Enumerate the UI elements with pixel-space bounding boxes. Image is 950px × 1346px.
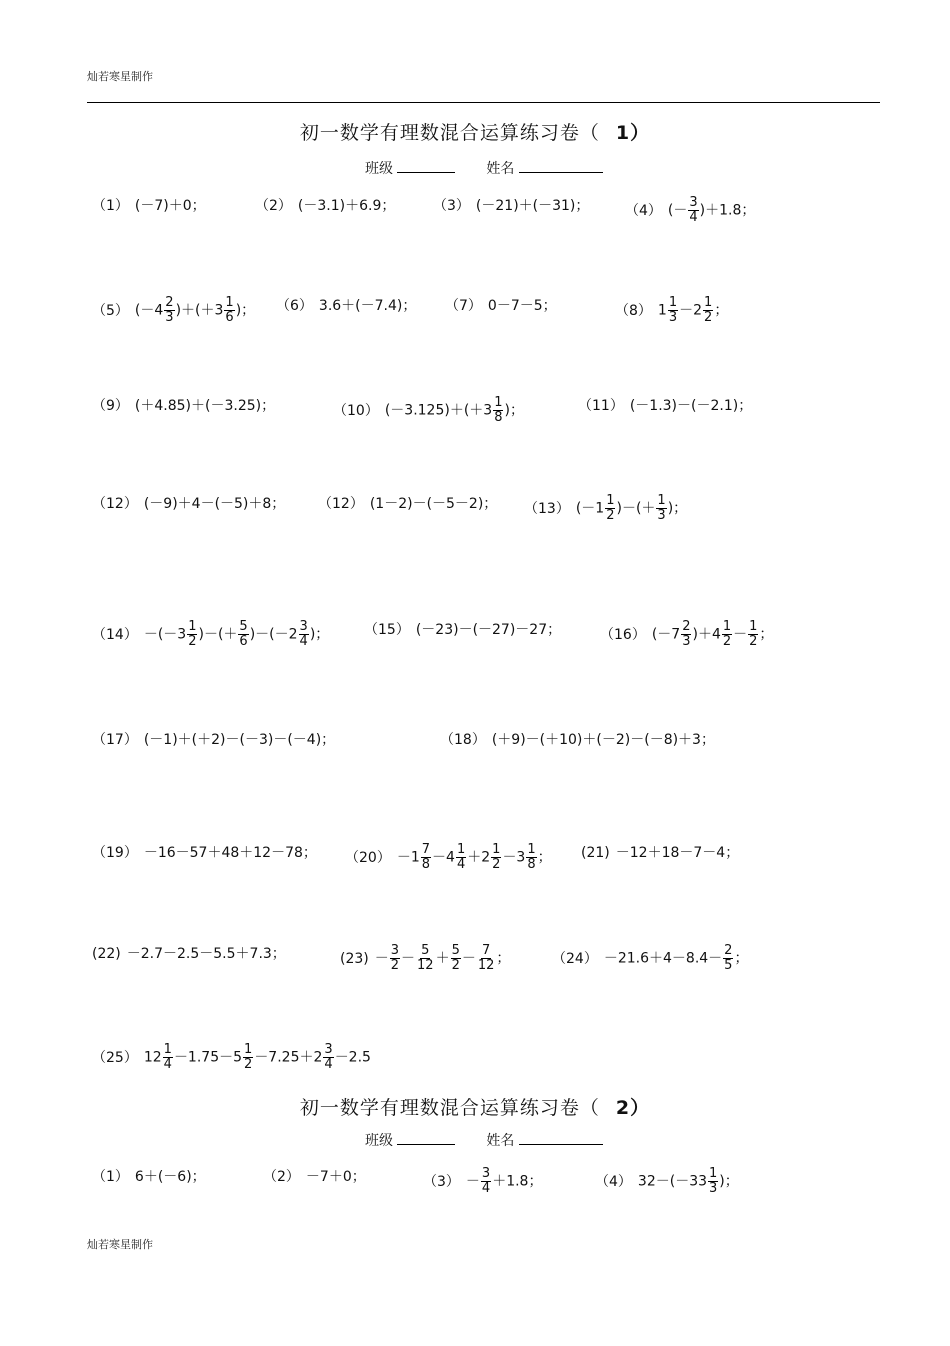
expr-text: )－(＋	[616, 500, 656, 517]
sheet-title-2	[0, 1093, 950, 1120]
numerator: 1	[668, 295, 678, 310]
expr-text: (－1)＋(＋2)－(－3)－(－4)；	[143, 732, 336, 748]
problem-2-3	[423, 1167, 542, 1196]
sheet-title-number: 2）	[615, 1097, 651, 1119]
fraction	[491, 843, 501, 872]
denominator: 8	[421, 857, 431, 872]
expr-text: －3	[502, 849, 526, 866]
fraction	[656, 494, 666, 523]
problem-label: （10）	[333, 402, 379, 419]
fraction	[748, 620, 758, 649]
numerator: 1	[163, 1042, 172, 1057]
expr-text: )－(＋	[198, 626, 238, 643]
numerator: 1	[606, 493, 615, 508]
name-blank[interactable]	[519, 1132, 603, 1145]
problem-25	[92, 1043, 371, 1072]
fraction	[323, 1043, 333, 1072]
expr-text: －2.5	[334, 1049, 371, 1066]
problem-label: （19）	[92, 845, 138, 861]
problem-4	[625, 196, 755, 225]
expr-text: )；	[667, 500, 688, 517]
denominator: 2	[722, 634, 732, 649]
problem-8	[615, 296, 728, 325]
denominator: 3	[657, 508, 666, 523]
problem-17	[92, 730, 335, 750]
expr-text: )－(－2	[249, 626, 298, 643]
expr-text: (－7)＋0；	[134, 198, 206, 214]
numerator: 2	[165, 295, 174, 310]
numerator: 1	[657, 493, 666, 508]
class-name-line-1	[365, 158, 603, 178]
page-footer: 灿若寒星制作	[87, 1238, 153, 1251]
denominator: 2	[451, 958, 460, 973]
denominator: 12	[417, 958, 434, 973]
expr-text: 3.6＋(－7.4)；	[318, 298, 417, 314]
problem-5	[92, 296, 255, 325]
header-rule	[87, 102, 880, 103]
fraction	[416, 944, 435, 973]
numerator: 5	[239, 619, 248, 634]
problem-label: （4）	[625, 202, 662, 219]
problem-label: （13）	[524, 500, 570, 517]
problem-label: （17）	[92, 732, 138, 748]
problem-2-2	[263, 1167, 366, 1187]
expr-text: －	[465, 1173, 480, 1190]
expr-text: )；	[309, 626, 330, 643]
class-blank[interactable]	[397, 1132, 455, 1145]
fraction	[605, 494, 615, 523]
problem-label: （16）	[600, 626, 646, 643]
numerator: 5	[451, 943, 460, 958]
problem-20	[345, 843, 552, 872]
expr-text: 6＋(－6)；	[134, 1169, 206, 1185]
expr-text: ；	[537, 849, 552, 866]
expr-text: (＋9)－(＋10)＋(－2)－(－8)＋3；	[491, 732, 715, 748]
fraction	[187, 620, 197, 649]
class-blank[interactable]	[397, 160, 455, 173]
denominator: 3	[709, 1181, 718, 1196]
numerator: 3	[689, 195, 698, 210]
denominator: 4	[163, 1057, 172, 1072]
class-name-line-2	[365, 1130, 603, 1150]
problem-label: （18）	[440, 732, 486, 748]
fraction	[164, 296, 174, 325]
fraction	[703, 296, 713, 325]
denominator: 8	[494, 410, 503, 425]
problem-2	[255, 196, 395, 216]
problem-15	[364, 620, 561, 640]
expr-text: ＋1.8；	[492, 1173, 543, 1190]
fraction	[224, 296, 234, 325]
fraction	[526, 843, 536, 872]
problem-12b	[318, 494, 497, 514]
expr-text: (－23)－(－27)－27；	[415, 622, 562, 638]
denominator: 6	[225, 310, 234, 325]
problem-11	[578, 396, 752, 416]
problem-18	[440, 730, 715, 750]
problem-label: （1）	[92, 198, 129, 214]
denominator: 2	[390, 958, 400, 973]
problem-label: （11）	[578, 398, 624, 414]
problem-9	[92, 396, 275, 416]
expr-text: －	[733, 626, 748, 643]
expr-text: 1	[657, 302, 667, 319]
expr-text: (－1.3)－(－2.1)；	[629, 398, 753, 414]
sheet-title-text: 初一数学有理数混合运算练习卷（	[299, 122, 600, 144]
problem-label: （12）	[318, 496, 364, 512]
problem-label: （15）	[364, 622, 410, 638]
problem-22	[92, 944, 286, 964]
fraction	[163, 1043, 173, 1072]
fraction	[708, 1167, 718, 1196]
name-label: 姓名	[486, 1133, 515, 1149]
problem-label: (23)	[340, 950, 369, 967]
fraction	[243, 1043, 253, 1072]
numerator: 1	[225, 295, 234, 310]
numerator: 1	[188, 619, 197, 634]
problem-1	[92, 196, 206, 216]
fraction	[456, 843, 466, 872]
numerator: 1	[492, 842, 501, 857]
problem-2-4	[595, 1167, 739, 1196]
expr-text: (＋4.85)＋(－3.25)；	[134, 398, 276, 414]
denominator: 2	[244, 1057, 253, 1072]
expr-text: 32－(－33	[637, 1173, 708, 1190]
problem-label: （4）	[595, 1173, 632, 1190]
expr-text: (－9)＋4－(－5)＋8；	[143, 496, 286, 512]
fraction	[681, 620, 691, 649]
expr-text: －2.7－2.5－5.5＋7.3；	[126, 946, 286, 962]
expr-text: －(－3	[143, 626, 187, 643]
expr-text: ＋2	[467, 849, 491, 866]
problem-21	[581, 843, 739, 863]
problem-label: （12）	[92, 496, 138, 512]
problem-label: （7）	[445, 298, 482, 314]
numerator: 3	[324, 1042, 333, 1057]
denominator: 2	[749, 634, 758, 649]
problem-label: （24）	[552, 950, 598, 967]
fraction	[481, 1167, 491, 1196]
numerator: 1	[749, 619, 758, 634]
problem-label: （2）	[263, 1169, 300, 1185]
problem-12a	[92, 494, 285, 514]
expr-text: －7＋0；	[305, 1169, 366, 1185]
denominator: 5	[724, 958, 733, 973]
expr-text: －2	[679, 302, 703, 319]
expr-text: －21.6＋4－8.4－	[603, 950, 723, 967]
denominator: 2	[606, 508, 615, 523]
problem-label: （6）	[276, 298, 313, 314]
numerator: 1	[722, 619, 732, 634]
problem-label: （5）	[92, 302, 129, 319]
problem-23	[340, 944, 510, 973]
numerator: 1	[527, 842, 536, 857]
expr-text: －1.75－5	[173, 1049, 243, 1066]
expr-text: －4	[432, 849, 455, 866]
fraction	[493, 396, 503, 425]
problem-7	[445, 296, 557, 316]
fraction	[722, 620, 732, 649]
expr-text: (－3.125)＋(＋3	[384, 402, 493, 419]
expr-text: 0－7－5；	[487, 298, 557, 314]
numerator: 1	[494, 395, 503, 410]
problem-13	[524, 494, 687, 523]
numerator: 5	[421, 943, 430, 958]
problem-label: （25）	[92, 1049, 138, 1066]
sheet-title-number: 1）	[615, 122, 651, 144]
numerator: 3	[481, 1166, 491, 1181]
denominator: 6	[239, 634, 248, 649]
expr-text: －	[374, 950, 389, 967]
problem-label: （3）	[423, 1173, 460, 1190]
problem-label: (21)	[581, 845, 610, 861]
fraction	[688, 196, 698, 225]
numerator: 3	[390, 943, 400, 958]
denominator: 8	[527, 857, 536, 872]
expr-text: (－	[667, 202, 688, 219]
fraction	[668, 296, 678, 325]
problem-2-1	[92, 1167, 206, 1187]
expr-text: )；	[235, 302, 256, 319]
expr-text: (－1	[575, 500, 605, 517]
denominator: 4	[324, 1057, 333, 1072]
denominator: 3	[668, 310, 678, 325]
fraction	[477, 944, 496, 973]
sheet-title-1	[0, 118, 950, 145]
numerator: 1	[704, 295, 713, 310]
denominator: 3	[682, 634, 691, 649]
denominator: 4	[689, 210, 698, 225]
problem-19	[92, 843, 317, 863]
name-blank[interactable]	[519, 160, 603, 173]
page-header: 灿若寒星制作	[87, 70, 153, 83]
numerator: 1	[456, 842, 466, 857]
expr-text: ；	[714, 302, 729, 319]
problem-label: （2）	[255, 198, 292, 214]
numerator: 1	[244, 1042, 253, 1057]
expr-text: －	[461, 950, 476, 967]
fraction	[723, 944, 733, 973]
expr-text: ＋	[435, 950, 450, 967]
expr-text: ；	[759, 626, 774, 643]
fraction	[299, 620, 309, 649]
expr-text: ；	[734, 950, 749, 967]
expr-text: )＋4	[692, 626, 721, 643]
denominator: 4	[456, 857, 466, 872]
denominator: 2	[188, 634, 197, 649]
class-label: 班级	[365, 161, 393, 177]
expr-text: －12＋18－7－4；	[615, 845, 740, 861]
problem-6	[276, 296, 416, 316]
expr-text: )；	[719, 1173, 739, 1190]
numerator: 2	[724, 943, 733, 958]
numerator: 2	[682, 619, 691, 634]
numerator: 3	[299, 619, 308, 634]
numerator: 7	[421, 842, 431, 857]
numerator: 1	[709, 1166, 718, 1181]
class-label: 班级	[365, 1133, 393, 1149]
problem-14	[92, 620, 329, 649]
problem-label: （14）	[92, 626, 138, 643]
name-label: 姓名	[486, 161, 515, 177]
expr-text: )＋1.8；	[699, 202, 756, 219]
problem-label: (22)	[92, 946, 121, 962]
expr-text: (－4	[134, 302, 164, 319]
expr-text: (－21)＋(－31)；	[475, 198, 590, 214]
expr-text: 12	[143, 1049, 162, 1066]
problem-label: （3）	[433, 198, 470, 214]
fraction	[390, 944, 400, 973]
expr-text: －7.25＋2	[254, 1049, 323, 1066]
problem-3	[433, 196, 589, 216]
expr-text: ；	[496, 950, 511, 967]
denominator: 4	[299, 634, 308, 649]
problem-label: （1）	[92, 1169, 129, 1185]
sheet-title-text: 初一数学有理数混合运算练习卷（	[299, 1097, 600, 1119]
expr-text: (－7	[651, 626, 681, 643]
denominator: 12	[477, 958, 495, 973]
fraction	[451, 944, 461, 973]
expr-text: －16－57＋48＋12－78；	[143, 845, 317, 861]
numerator: 7	[481, 943, 491, 958]
problem-24	[552, 944, 748, 973]
expr-text: (－3.1)＋6.9；	[297, 198, 396, 214]
problem-10	[333, 396, 524, 425]
fraction	[238, 620, 248, 649]
expr-text: －1	[396, 849, 420, 866]
denominator: 3	[165, 310, 174, 325]
denominator: 4	[481, 1181, 491, 1196]
problem-label: （20）	[345, 849, 391, 866]
fraction	[421, 843, 431, 872]
expr-text: (1－2)－(－5－2)；	[369, 496, 498, 512]
expr-text: －	[401, 950, 416, 967]
denominator: 2	[704, 310, 713, 325]
expr-text: )；	[504, 402, 524, 419]
expr-text: )＋(＋3	[175, 302, 224, 319]
problem-16	[600, 620, 773, 649]
problem-label: （9）	[92, 398, 129, 414]
denominator: 2	[492, 857, 501, 872]
problem-label: （8）	[615, 302, 652, 319]
